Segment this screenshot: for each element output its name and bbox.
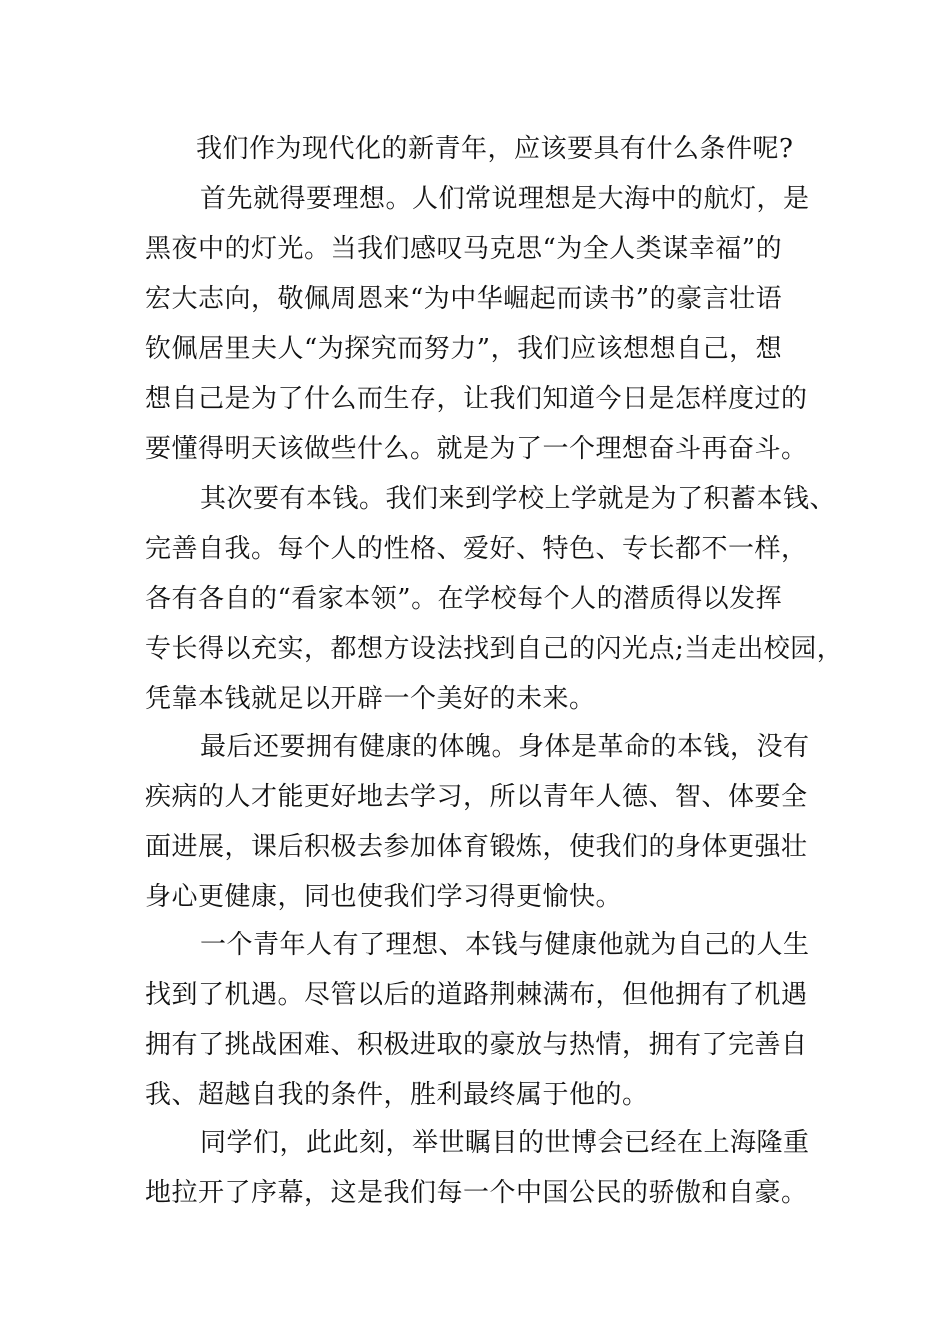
text-line: 最后还要拥有健康的体魄。身体是革命的本钱，没有 — [200, 732, 810, 762]
text-line: 一个青年人有了理想、本钱与健康他就为自己的人生 — [200, 930, 810, 960]
text-line: 拥有了挑战困难、积极进取的豪放与热情，拥有了完善自 — [145, 1030, 808, 1060]
text-line: 凭靠本钱就足以开辟一个美好的未来。 — [145, 684, 596, 714]
text-line: 钦佩居里夫人“为探究而努力”，我们应该想想自己，想 — [145, 334, 783, 364]
text-line: 各有各自的“看家本领”。在学校每个人的潜质得以发挥 — [145, 584, 783, 614]
text-line: 完善自我。每个人的性格、爱好、特色、专长都不一样， — [145, 534, 808, 564]
text-line: 其次要有本钱。我们来到学校上学就是为了积蓄本钱、 — [200, 484, 837, 514]
text-line: 黑夜中的灯光。当我们感叹马克思“为全人类谋幸福”的 — [145, 234, 783, 264]
text-line: 想自己是为了什么而生存，让我们知道今日是怎样度过的 — [145, 384, 808, 414]
text-line: 地拉开了序幕，这是我们每一个中国公民的骄傲和自豪。 — [145, 1178, 808, 1208]
text-line: 宏大志向，敬佩周恩来“为中华崛起而读书”的豪言壮语 — [145, 284, 783, 314]
text-line: 同学们，此此刻，举世瞩目的世博会已经在上海隆重 — [200, 1128, 810, 1158]
text-line: 面进展，课后积极去参加体育锻炼，使我们的身体更强壮 — [145, 832, 808, 862]
text-line: 疾病的人才能更好地去学习，所以青年人德、智、体要全 — [145, 782, 808, 812]
text-line: 首先就得要理想。人们常说理想是大海中的航灯，是 — [200, 184, 810, 214]
text-line: 身心更健康，同也使我们学习得更愉快。 — [145, 882, 623, 912]
text-line: 要懂得明天该做些什么。就是为了一个理想奋斗再奋斗。 — [145, 434, 808, 464]
text-line: 专长得以充实，都想方设法找到自己的闪光点;当走出校园， — [145, 634, 844, 664]
text-line: 我们作为现代化的新青年，应该要具有什么条件呢? — [196, 134, 794, 164]
text-line: 找到了机遇。尽管以后的道路荆棘满布，但他拥有了机遇 — [145, 980, 808, 1010]
text-line: 我、超越自我的条件，胜利最终属于他的。 — [145, 1080, 649, 1110]
